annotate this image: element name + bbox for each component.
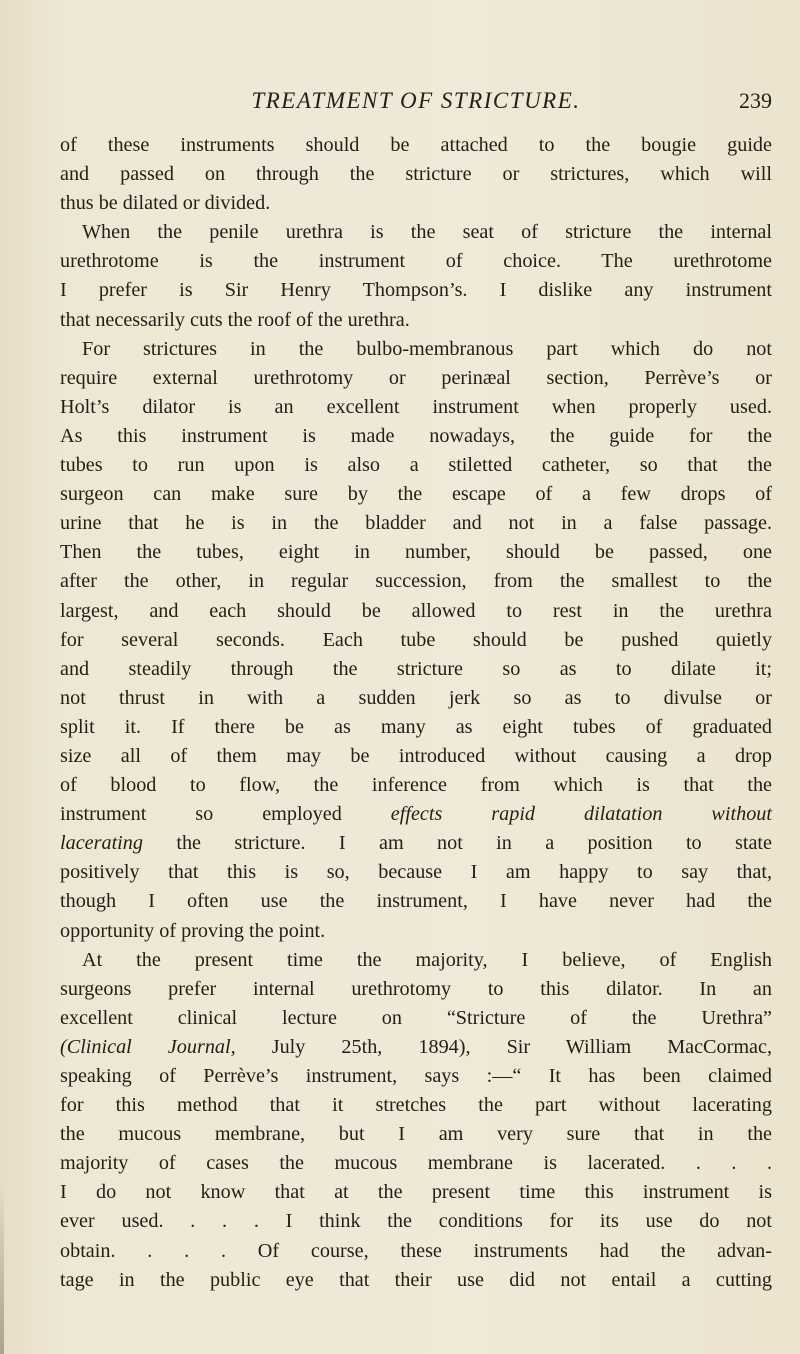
italic-text: effects rapid dilatation without xyxy=(390,803,773,826)
text-line: not thrust in with a sudden jerk so as to divulse or xyxy=(60,686,772,709)
text-line: tage in the public eye that their use did not entail a cutting xyxy=(60,1268,772,1291)
text-line: and passed on through the stricture or strictures, which will xyxy=(60,163,772,186)
text-line xyxy=(60,800,772,829)
text-line: of these instruments should be attached to the bougie guide xyxy=(60,134,772,156)
text-line: largest, and each should be allowed to rest in the urethra xyxy=(60,599,772,622)
text-line: require external urethrotomy or perinæal section, Perrève’s or xyxy=(60,366,772,389)
binding-shadow xyxy=(0,1180,4,1354)
text-line: after the other, in regular succession, from the smallest to the xyxy=(60,570,772,593)
text-run: instrument so employed xyxy=(60,803,342,826)
text-line: urethrotome is the instrument of choice. The urethrotome xyxy=(60,250,772,273)
text-line: For strictures in the bulbo-membranous part which do not xyxy=(82,337,772,360)
text-line: I prefer is Sir Henry Thompson’s. I dislike any instrument xyxy=(60,279,772,302)
page-number: 239 xyxy=(739,88,772,113)
text-line: split it. If there be as many as eight tubes of graduated xyxy=(60,715,772,738)
text-line: I do not know that at the present time this instrument is xyxy=(60,1181,772,1204)
page-header xyxy=(60,88,772,122)
text-line: When the penile urethra is the seat of stricture the internal xyxy=(82,221,772,244)
text-line: and steadily through the stricture so as to dilate it; xyxy=(60,657,772,680)
text-line: tubes to run upon is also a stiletted catheter, so that the xyxy=(60,454,772,477)
text-line xyxy=(60,829,772,858)
text-line: of blood to flow, the inference from which is that the xyxy=(60,774,772,797)
text-line: that necessarily cuts the roof of the urethra. xyxy=(60,308,410,331)
text-line: Holt’s dilator is an excellent instrument when properly used. xyxy=(60,395,772,418)
text-line: Then the tubes, eight in number, should be passed, one xyxy=(60,541,772,564)
text-line: excellent clinical lecture on “Stricture of the Urethra” xyxy=(60,1006,772,1029)
text-line: surgeons prefer internal urethrotomy to this dilator. In an xyxy=(60,977,772,1000)
body-text xyxy=(60,131,772,1295)
text-run: the stricture. I am not in a position to state xyxy=(176,832,772,855)
text-line: thus be dilated or divided. xyxy=(60,192,271,215)
text-line: for several seconds. Each tube should be pushed quietly xyxy=(60,628,772,651)
text-line: majority of cases the mucous membrane is lacerated. . . . xyxy=(60,1152,772,1175)
text-line: speaking of Perrève’s instrument, says :—“ It has been claimed xyxy=(60,1065,772,1087)
text-line: though I often use the instrument, I have never had the xyxy=(60,890,772,913)
text-line: As this instrument is made nowadays, the guide for the xyxy=(60,424,772,447)
text-line: the mucous membrane, but I am very sure that in the xyxy=(60,1123,772,1146)
text-line: opportunity of proving the point. xyxy=(60,919,326,942)
italic-text: lacerating xyxy=(60,832,143,855)
text-line: size all of them may be introduced without causing a drop xyxy=(60,744,772,767)
text-line: positively that this is so, because I am happy to say that, xyxy=(60,861,772,884)
italic-text: (Clinical Journal, xyxy=(60,1035,236,1058)
text-line: for this method that it stretches the part without lacerating xyxy=(60,1094,772,1117)
text-line: urine that he is in the bladder and not in a false passage. xyxy=(60,512,772,535)
text-line: At the present time the majority, I believe, of English xyxy=(82,948,772,971)
text-line: surgeon can make sure by the escape of a few drops of xyxy=(60,483,772,506)
text-line: obtain. . . . Of course, these instruments had the advan- xyxy=(60,1239,772,1262)
text-run: July 25th, 1894), Sir William MacCormac, xyxy=(271,1035,773,1058)
text-line: ever used. . . . I think the conditions for its use do not xyxy=(60,1210,772,1233)
text-line xyxy=(60,1033,772,1062)
running-title: TREATMENT OF STRICTURE. xyxy=(251,88,581,113)
